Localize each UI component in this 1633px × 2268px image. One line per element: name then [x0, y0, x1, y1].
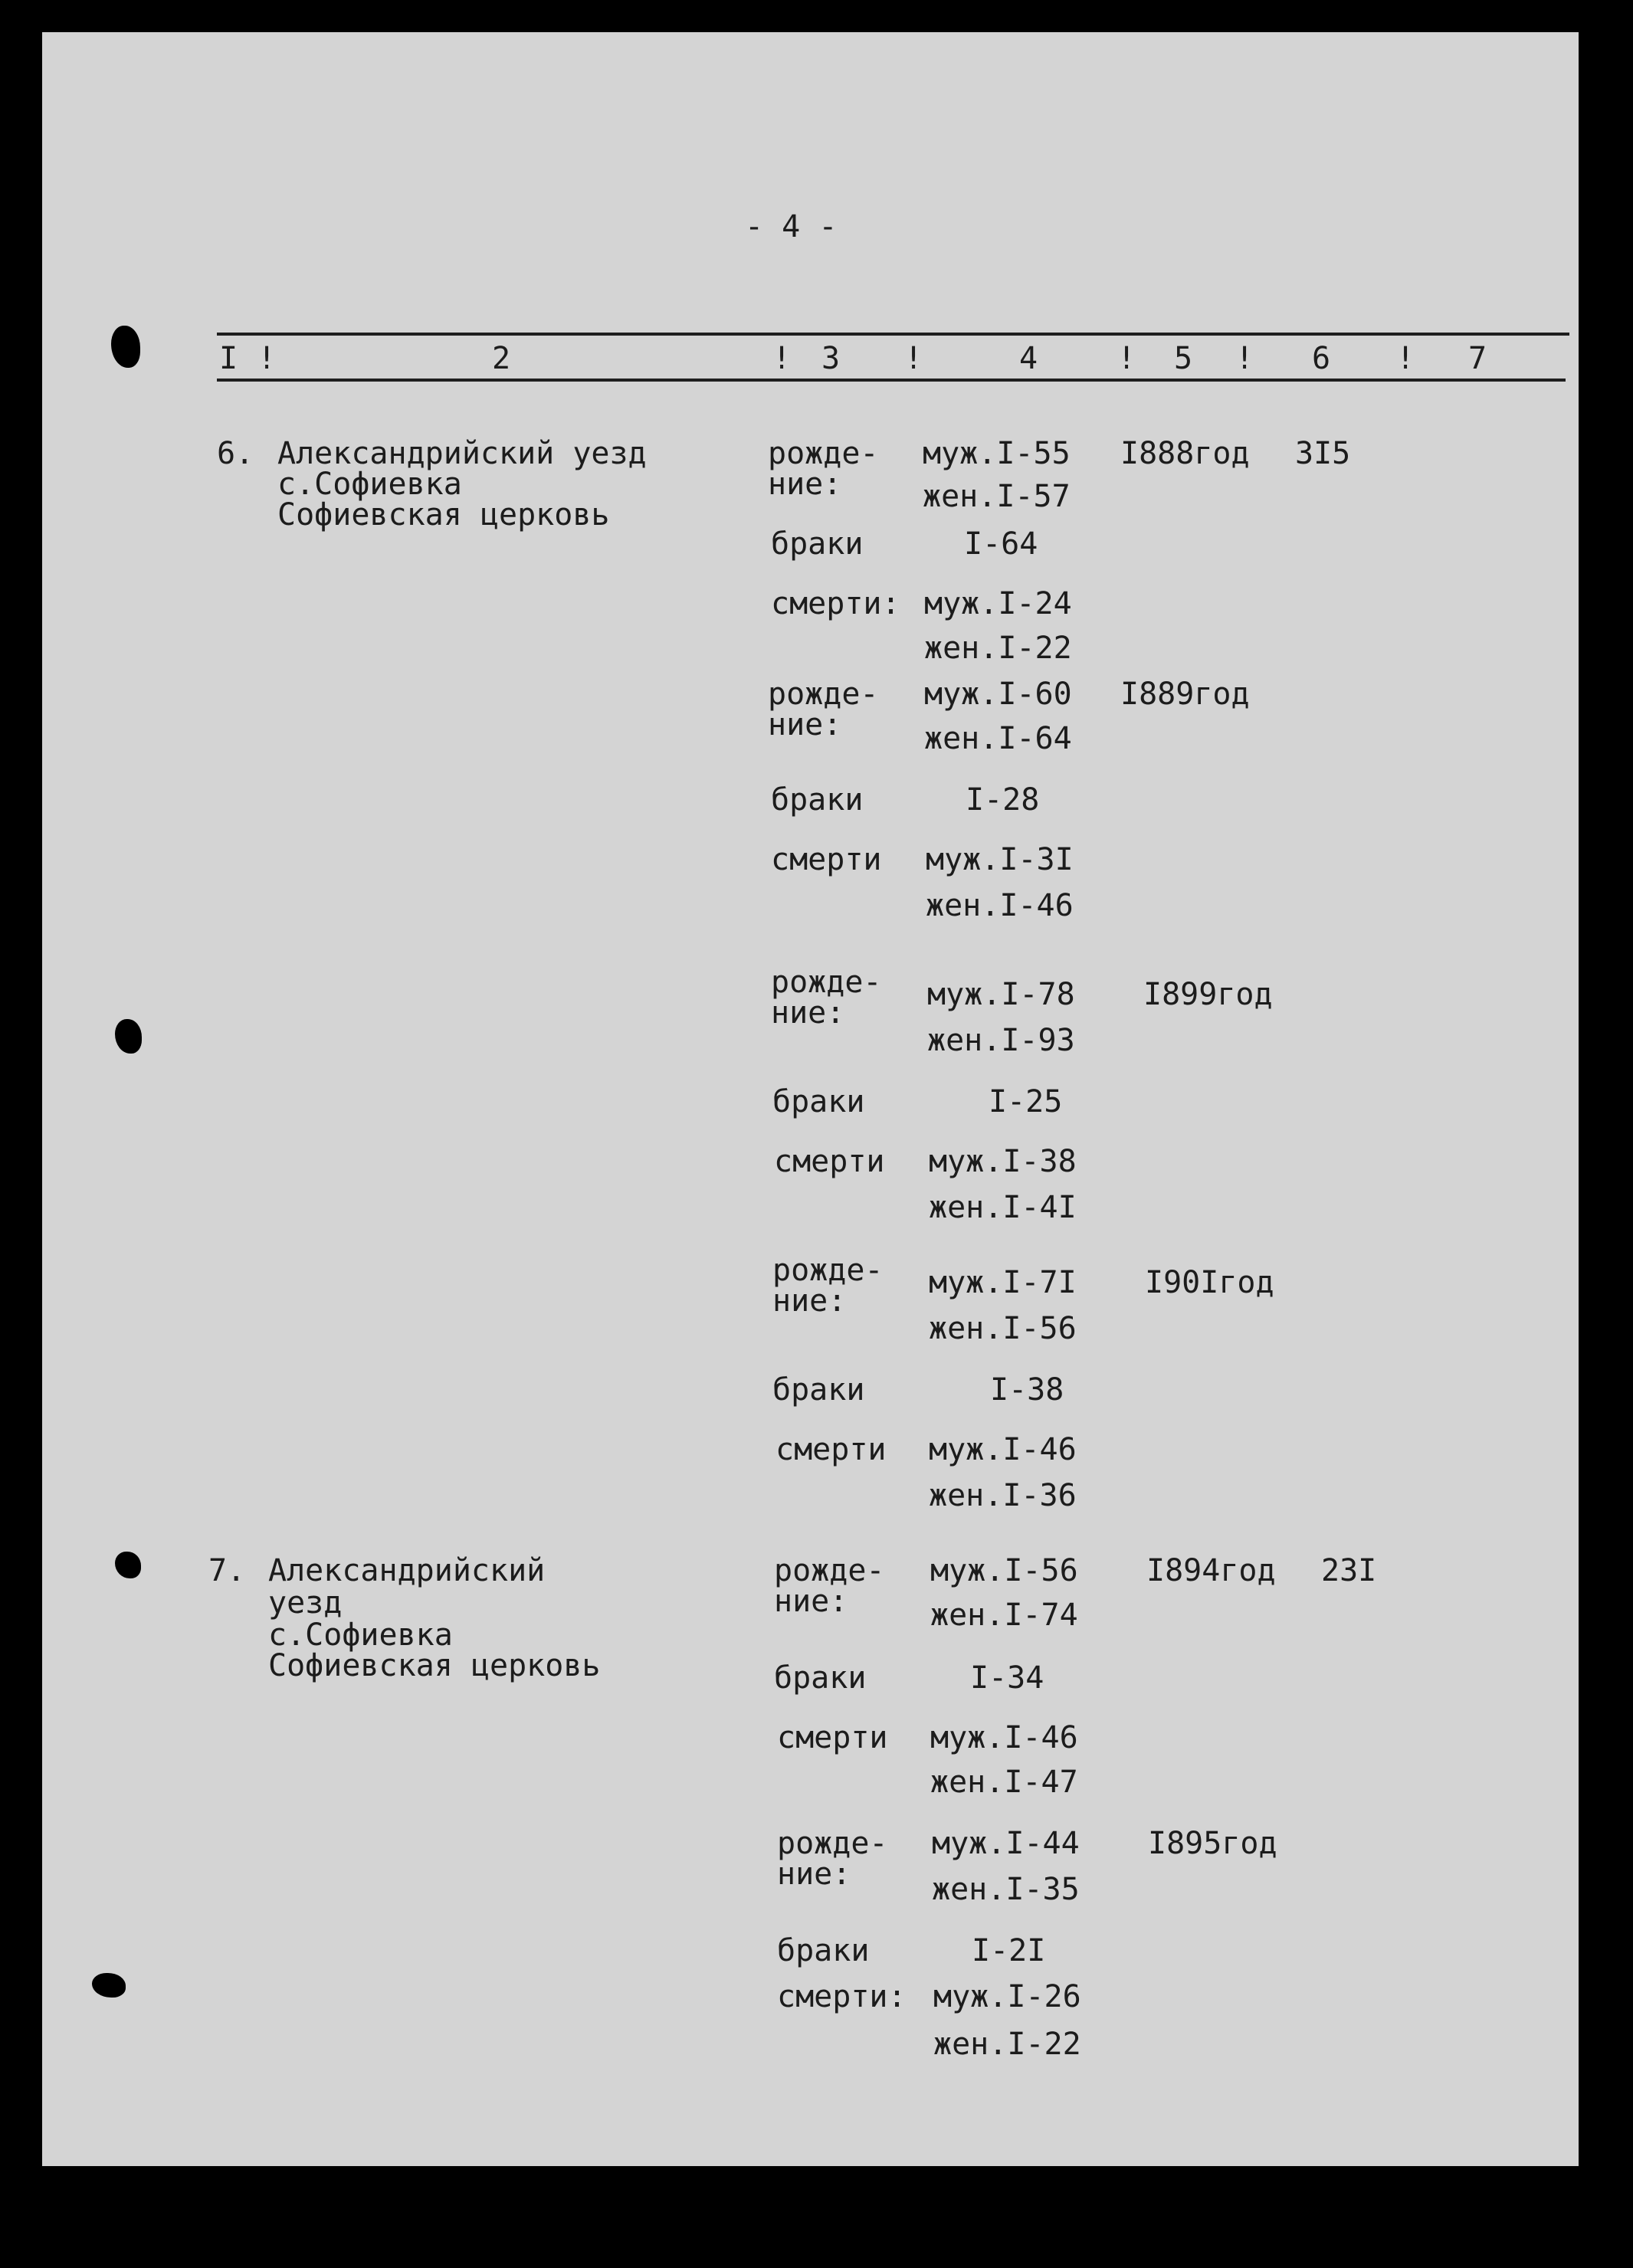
- header-rule-bottom: [217, 379, 1566, 382]
- year: I90Iгод: [1145, 1265, 1274, 1300]
- entry-place-line: Александрийский: [268, 1553, 546, 1588]
- header-col-5: 5: [1174, 341, 1193, 376]
- entry-place-line: с.Софиевка: [268, 1617, 453, 1653]
- births-label: рожде- ние:: [774, 1553, 885, 1619]
- male-deaths: муж.I-26: [933, 1979, 1081, 2014]
- year: I895год: [1148, 1826, 1277, 1861]
- female-births: жен.I-74: [930, 1598, 1078, 1633]
- marriages-value: I-28: [966, 782, 1040, 818]
- marriages-value: I-25: [989, 1084, 1063, 1119]
- entry-col6-value: 23I: [1321, 1553, 1377, 1588]
- marriages-value: I-2I: [972, 1933, 1046, 1968]
- marriages-label: браки: [772, 1372, 865, 1408]
- header-sep: !: [904, 341, 923, 376]
- marriages-label: браки: [777, 1933, 870, 1968]
- births-label: рожде- ние:: [777, 1826, 888, 1892]
- year: I889год: [1120, 677, 1250, 712]
- marriages-value: I-64: [964, 526, 1038, 562]
- births-label: рожде- ние:: [771, 965, 882, 1031]
- female-births: жен.I-35: [932, 1872, 1080, 1907]
- entry-place-line: уезд: [268, 1585, 343, 1621]
- deaths-label: смерти:: [777, 1979, 907, 2014]
- deaths-label: смерти: [776, 1432, 887, 1467]
- male-deaths: муж.I-38: [929, 1144, 1077, 1179]
- entry-place-line: с.Софиевка: [277, 467, 462, 502]
- female-deaths: жен.I-47: [930, 1765, 1078, 1800]
- female-deaths: жен.I-36: [929, 1478, 1077, 1513]
- page-number: - 4 -: [745, 209, 838, 244]
- female-births: жен.I-93: [927, 1023, 1075, 1058]
- marriages-value: I-38: [990, 1372, 1064, 1408]
- female-deaths: жен.I-22: [933, 2027, 1081, 2062]
- births-label: рожде- ние:: [772, 1253, 884, 1319]
- year: I899год: [1143, 977, 1273, 1012]
- male-births: муж.I-55: [923, 436, 1071, 471]
- header-rule-top: [217, 333, 1569, 336]
- entry-number: 7.: [208, 1553, 246, 1588]
- header-sep: !: [1396, 341, 1415, 376]
- male-births: муж.I-44: [932, 1826, 1080, 1861]
- births-label: рожде- ние:: [768, 436, 879, 502]
- female-births: жен.I-56: [929, 1311, 1077, 1346]
- header-sep: !: [772, 341, 792, 376]
- deaths-label: смерти: [771, 842, 882, 877]
- entry-place-line: Софиевская церковь: [277, 497, 610, 533]
- female-deaths: жен.I-4I: [929, 1190, 1077, 1225]
- male-deaths: муж.I-3I: [926, 842, 1074, 877]
- male-births: муж.I-56: [930, 1553, 1078, 1588]
- entry-place-line: Софиевская церковь: [268, 1648, 601, 1683]
- year: I888год: [1120, 436, 1250, 471]
- header-col-7: 7: [1468, 341, 1487, 376]
- marriages-label: браки: [772, 1084, 865, 1119]
- header-col-6: 6: [1312, 341, 1331, 376]
- marriages-value: I-34: [970, 1660, 1044, 1696]
- male-deaths: муж.I-46: [930, 1720, 1078, 1755]
- marriages-label: браки: [771, 782, 864, 818]
- deaths-label: смерти:: [771, 586, 900, 621]
- male-deaths: муж.I-46: [929, 1432, 1077, 1467]
- header-sep: !: [1117, 341, 1136, 376]
- male-deaths: муж.I-24: [924, 586, 1072, 621]
- male-births: муж.I-7I: [929, 1265, 1077, 1300]
- marriages-label: браки: [771, 526, 864, 562]
- entry-place-line: Александрийский уезд: [277, 436, 647, 471]
- marriages-label: браки: [774, 1660, 867, 1696]
- header-sep: !: [1235, 341, 1254, 376]
- male-births: муж.I-78: [927, 977, 1075, 1012]
- female-births: жен.I-57: [923, 479, 1071, 514]
- male-births: муж.I-60: [924, 677, 1072, 712]
- deaths-label: смерти: [777, 1720, 888, 1755]
- deaths-label: смерти: [774, 1144, 885, 1179]
- female-births: жен.I-64: [924, 721, 1072, 756]
- header-sep: !: [257, 341, 277, 376]
- year: I894год: [1146, 1553, 1276, 1588]
- header-col-4: 4: [1019, 341, 1038, 376]
- female-deaths: жен.I-22: [924, 631, 1072, 666]
- female-deaths: жен.I-46: [926, 888, 1074, 923]
- header-col-3: 3: [821, 341, 841, 376]
- births-label: рожде- ние:: [768, 677, 879, 742]
- header-col-2: 2: [492, 341, 511, 376]
- entry-col6-value: 3I5: [1295, 436, 1351, 471]
- header-col-1: I: [219, 341, 238, 376]
- entry-number: 6.: [217, 436, 254, 471]
